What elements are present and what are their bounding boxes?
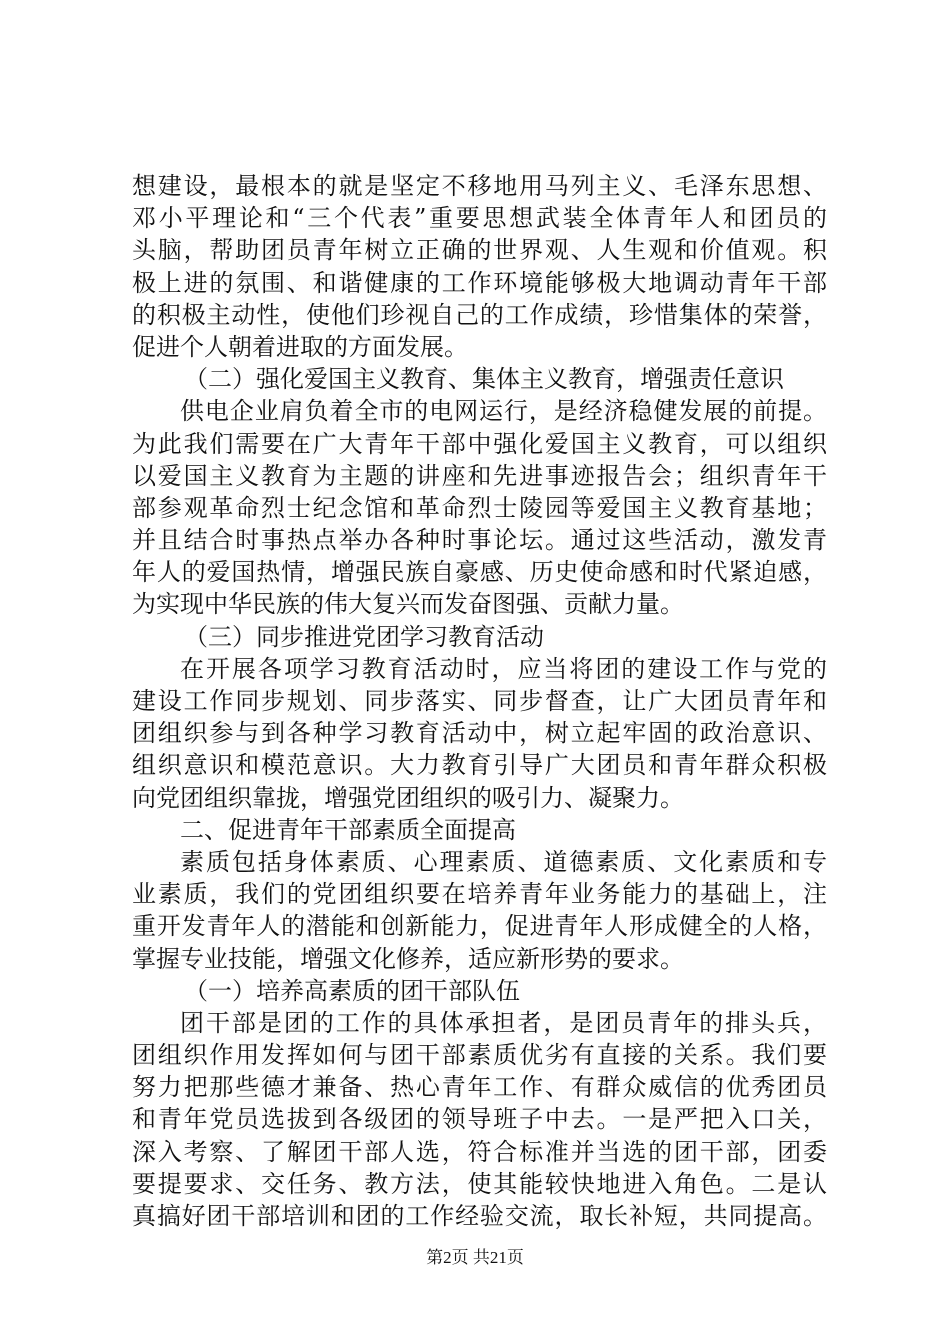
body-line: 极上进的氛围、和谐健康的工作环境能够极大地调动青年干部 — [132, 268, 827, 297]
section-heading: （三）同步推进党团学习教育活动 — [184, 622, 544, 651]
body-line: 想建设，最根本的就是坚定不移地用马列主义、毛泽东思想、 — [132, 172, 827, 200]
body-line: 部参观革命烈士纪念馆和革命烈士陵园等爱国主义教育基地； — [132, 493, 827, 522]
body-line: 业素质，我们的党团组织要在培养青年业务能力的基础上，注 — [132, 880, 827, 909]
section-heading: （一）培养高素质的团干部队伍 — [184, 976, 520, 1005]
document-body — [132, 170, 827, 1232]
page-footer — [0, 1243, 950, 1268]
body-line: 素质包括身体素质、心理素质、道德素质、文化素质和专 — [180, 847, 827, 876]
section-heading: 二、促进青年干部素质全面提高 — [180, 815, 516, 844]
body-line: 促进个人朝着进取的方面发展。 — [132, 332, 468, 361]
body-line: 要提要求、交任务、教方法，使其能较快地进入角色。二是认 — [132, 1169, 827, 1198]
body-line: 努力把那些德才兼备、热心青年工作、有群众威信的优秀团员 — [132, 1073, 827, 1102]
body-line: 深入考察、了解团干部人选，符合标准并当选的团干部，团委 — [132, 1137, 827, 1166]
body-line: 团干部是团的工作的具体承担者，是团员青年的排头兵， — [180, 1008, 827, 1037]
body-line: 邓小平理论和“三个代表”重要思想武装全体青年人和团员的 — [132, 204, 827, 233]
body-line: 在开展各项学习教育活动时，应当将团的建设工作与党的 — [180, 654, 827, 683]
body-line: 的积极主动性，使他们珍视自己的工作成绩，珍惜集体的荣誉， — [132, 300, 827, 329]
body-line: 头脑，帮助团员青年树立正确的世界观、人生观和价值观。积 — [132, 236, 827, 265]
body-line: 真搞好团干部培训和团的工作经验交流，取长补短，共同提高。 — [132, 1202, 827, 1230]
body-line: 为此我们需要在广大青年干部中强化爱国主义教育，可以组织 — [132, 429, 827, 458]
body-line: 并且结合时事热点举办各种时事论坛。通过这些活动，激发青 — [132, 526, 827, 555]
body-line: 向党团组织靠拢，增强党团组织的吸引力、凝聚力。 — [132, 783, 684, 812]
body-line: 以爱国主义教育为主题的讲座和先进事迹报告会；组织青年干 — [132, 461, 827, 490]
body-line: 年人的爱国热情，增强民族自豪感、历史使命感和时代紧迫感， — [132, 558, 827, 587]
body-line: 团组织作用发挥如何与团干部素质优劣有直接的关系。我们要 — [132, 1041, 827, 1070]
body-line: 和青年党员选拔到各级团的领导班子中去。一是严把入口关， — [132, 1105, 827, 1134]
section-heading: （二）强化爱国主义教育、集体主义教育，增强责任意识 — [184, 365, 784, 394]
body-line: 组织意识和模范意识。大力教育引导广大团员和青年群众积极 — [132, 751, 827, 780]
body-line: 重开发青年人的潜能和创新能力，促进青年人形成健全的人格， — [132, 912, 827, 941]
page-number: 第2页 共21页 — [426, 1248, 524, 1267]
body-line: 团组织参与到各种学习教育活动中，树立起牢固的政治意识、 — [132, 719, 827, 748]
body-line: 为实现中华民族的伟大复兴而发奋图强、贡献力量。 — [132, 590, 684, 619]
body-line: 建设工作同步规划、同步落实、同步督查，让广大团员青年和 — [132, 687, 827, 715]
body-line: 供电企业肩负着全市的电网运行，是经济稳健发展的前提。 — [180, 397, 827, 426]
body-line: 掌握专业技能，增强文化修养，适应新形势的要求。 — [132, 944, 684, 973]
